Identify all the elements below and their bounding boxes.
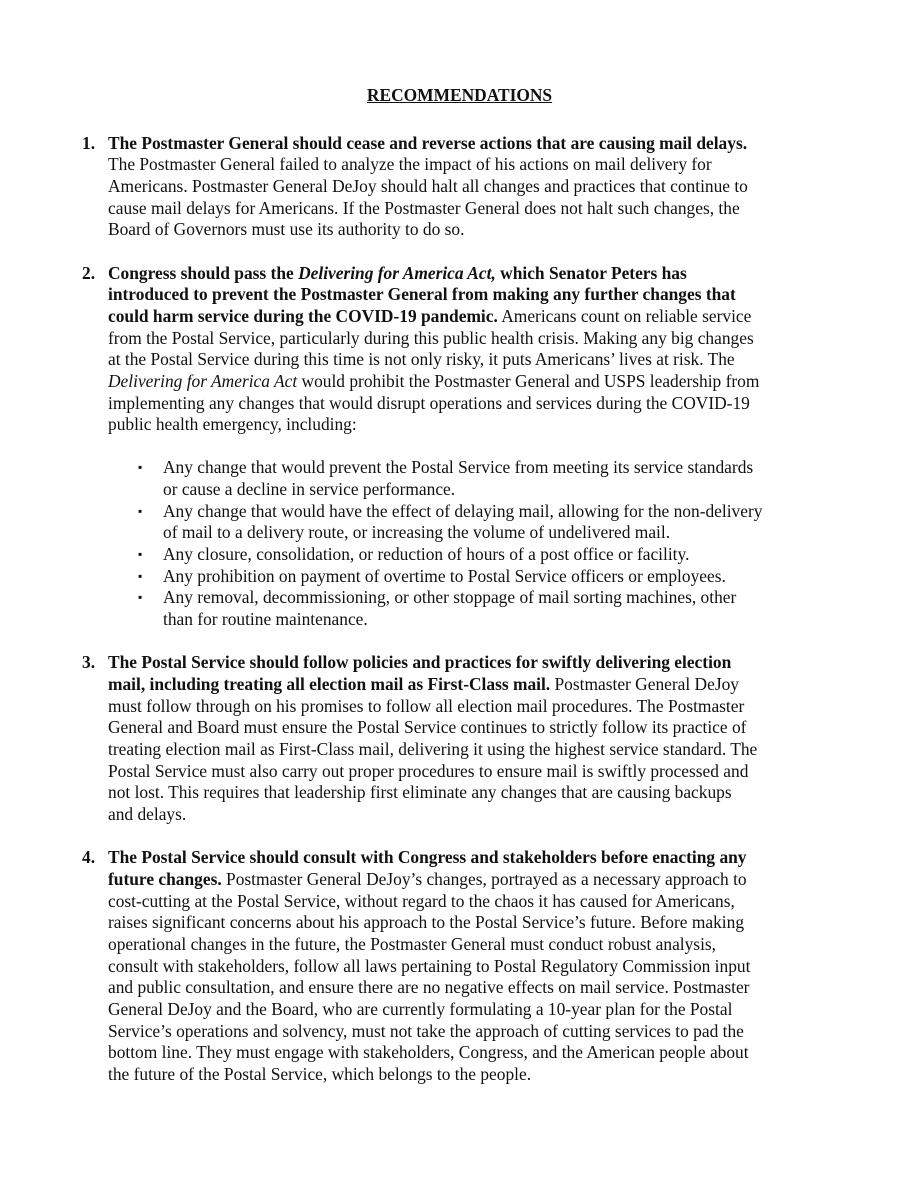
text-line (108, 696, 919, 718)
square-bullet-icon: ▪ (138, 547, 143, 562)
body-text: cost-cutting at the Postal Service, without regard to the chaos it has caused for Americans, (108, 890, 735, 911)
text-line (108, 956, 919, 978)
text-line (108, 674, 919, 696)
recommendation-item (0, 263, 919, 631)
bold-heading-text: The Postmaster General should cease and reverse actions that are causing mail delays. (108, 132, 748, 153)
body-text: raises significant concerns about his approach to the Postal Service’s future. Before making (108, 912, 745, 933)
text-line (108, 414, 919, 436)
bullet-text-line: Any change that would have the effect of delaying mail, allowing for the non-delivery (163, 500, 763, 521)
text-line (108, 652, 919, 674)
text-line (108, 912, 919, 934)
bold-heading-text: could harm service during the COVID-19 pandemic. (108, 305, 498, 326)
body-text: and public consultation, and ensure there are no negative effects on mail service. Postmaster (108, 977, 750, 998)
body-text: The Postmaster General failed to analyze the impact of his actions on mail delivery for (108, 154, 712, 175)
body-text: consult with stakeholders, follow all laws pertaining to Postal Regulatory Commission input (108, 955, 751, 976)
bold-heading-text: which Senator Peters has (495, 262, 687, 283)
text-line (108, 328, 919, 350)
body-text: General and Board must ensure the Postal Service continues to strictly follow its practice of (108, 717, 747, 738)
body-text: public health emergency, including: (108, 414, 357, 435)
text-line (108, 1042, 919, 1064)
text-line (108, 804, 919, 826)
body-text: implementing any changes that would disrupt operations and services during the COVID-19 (108, 392, 750, 413)
text-line (108, 999, 919, 1021)
bold-heading-text: mail, including treating all election mail as First-Class mail. (108, 674, 551, 695)
recommendations-list (0, 133, 919, 1086)
document-page (0, 85, 919, 1107)
bullet-text-line: Any removal, decommissioning, or other stoppage of mail sorting machines, other (163, 587, 737, 608)
item-number: 1. (82, 132, 96, 153)
bullet-item (0, 501, 919, 544)
text-line (108, 977, 919, 999)
text-line (108, 891, 919, 913)
bullet-list (0, 457, 919, 630)
body-text: Postmaster General DeJoy’s changes, portrayed as a necessary approach to (221, 868, 747, 889)
body-text: not lost. This requires that leadership first eliminate any changes that are causing backups (108, 782, 732, 803)
bullet-text-line: or cause a decline in service performance. (163, 479, 456, 500)
text-line (108, 133, 919, 155)
text-line (108, 349, 919, 371)
recommendation-item (0, 652, 919, 825)
body-text: from the Postal Service, particularly during this public health crisis. Making any big changes (108, 327, 754, 348)
text-line (108, 869, 919, 891)
item-number: 3. (82, 652, 96, 673)
body-text: the future of the Postal Service, which belongs to the people. (108, 1063, 532, 1084)
bold-heading-text: Congress should pass the (108, 262, 299, 283)
text-line (108, 1064, 919, 1086)
text-line (108, 154, 919, 176)
square-bullet-icon: ▪ (138, 503, 143, 518)
bold-heading-text: Delivering for America Act, (298, 262, 496, 283)
body-text: and delays. (108, 803, 187, 824)
bullet-text-line: Any change that would prevent the Postal Service from meeting its service standards (163, 457, 754, 478)
body-text: Service’s operations and solvency, must not take the approach of cutting services to pad the (108, 1020, 744, 1041)
body-text: Americans count on reliable service (497, 305, 752, 326)
square-bullet-icon: ▪ (138, 590, 143, 605)
bullet-item (0, 566, 919, 588)
bold-heading-text: introduced to prevent the Postmaster General from making any further changes that (108, 284, 736, 305)
bullet-text-line: of mail to a delivery route, or increasing the volume of undelivered mail. (163, 522, 671, 543)
body-text: must follow through on his promises to follow all election mail procedures. The Postmaster (108, 695, 745, 716)
bold-heading-text: The Postal Service should follow policies and practices for swiftly delivering election (108, 652, 732, 673)
text-line (108, 739, 919, 761)
text-line (108, 219, 919, 241)
page-title: RECOMMENDATIONS (366, 85, 553, 105)
bullet-text-line: than for routine maintenance. (163, 609, 368, 630)
body-text: Postmaster General DeJoy (550, 674, 739, 695)
body-text: Postal Service must also carry out proper procedures to ensure mail is swiftly processed and (108, 760, 749, 781)
text-line (108, 176, 919, 198)
item-number: 4. (82, 847, 96, 868)
text-line (108, 198, 919, 220)
body-text: treating election mail as First-Class mail, delivering it using the highest service standard. The (108, 738, 758, 759)
text-line (108, 263, 919, 285)
body-text: Americans. Postmaster General DeJoy should halt all changes and practices that continue to (108, 175, 748, 196)
text-line (108, 284, 919, 306)
body-text: cause mail delays for Americans. If the Postmaster General does not halt such changes, the (108, 197, 740, 218)
text-line (108, 393, 919, 415)
square-bullet-icon: ▪ (138, 568, 143, 583)
recommendation-item (0, 847, 919, 1085)
body-text: bottom line. They must engage with stakeholders, Congress, and the American people about (108, 1042, 749, 1063)
bold-heading-text: future changes. (108, 868, 222, 889)
text-line (108, 847, 919, 869)
bullet-text-line: Any prohibition on payment of overtime to Postal Service officers or employees. (163, 565, 726, 586)
body-text: at the Postal Service during this time is not only risky, it puts Americans’ lives at risk. The (108, 349, 735, 370)
body-text: operational changes in the future, the Postmaster General must conduct robust analysis, (108, 933, 717, 954)
text-line (108, 782, 919, 804)
bullet-text-line: Any closure, consolidation, or reduction of hours of a post office or facility. (163, 544, 690, 565)
text-line (108, 934, 919, 956)
item-number: 2. (82, 262, 96, 283)
italic-text: Delivering for America Act (108, 370, 298, 391)
text-line (108, 717, 919, 739)
text-line (108, 761, 919, 783)
body-text: General DeJoy and the Board, who are currently formulating a 10-year plan for the Postal (108, 998, 733, 1019)
text-line (108, 1021, 919, 1043)
square-bullet-icon: ▪ (138, 460, 143, 475)
text-line (108, 371, 919, 393)
bullet-item (0, 587, 919, 630)
bullet-item (0, 544, 919, 566)
bullet-item (0, 457, 919, 500)
text-line (108, 306, 919, 328)
recommendation-item (0, 133, 919, 241)
body-text: Board of Governors must use its authority to do so. (108, 219, 465, 240)
bold-heading-text: The Postal Service should consult with Congress and stakeholders before enacting any (108, 847, 747, 868)
body-text: would prohibit the Postmaster General and USPS leadership from (297, 370, 760, 391)
